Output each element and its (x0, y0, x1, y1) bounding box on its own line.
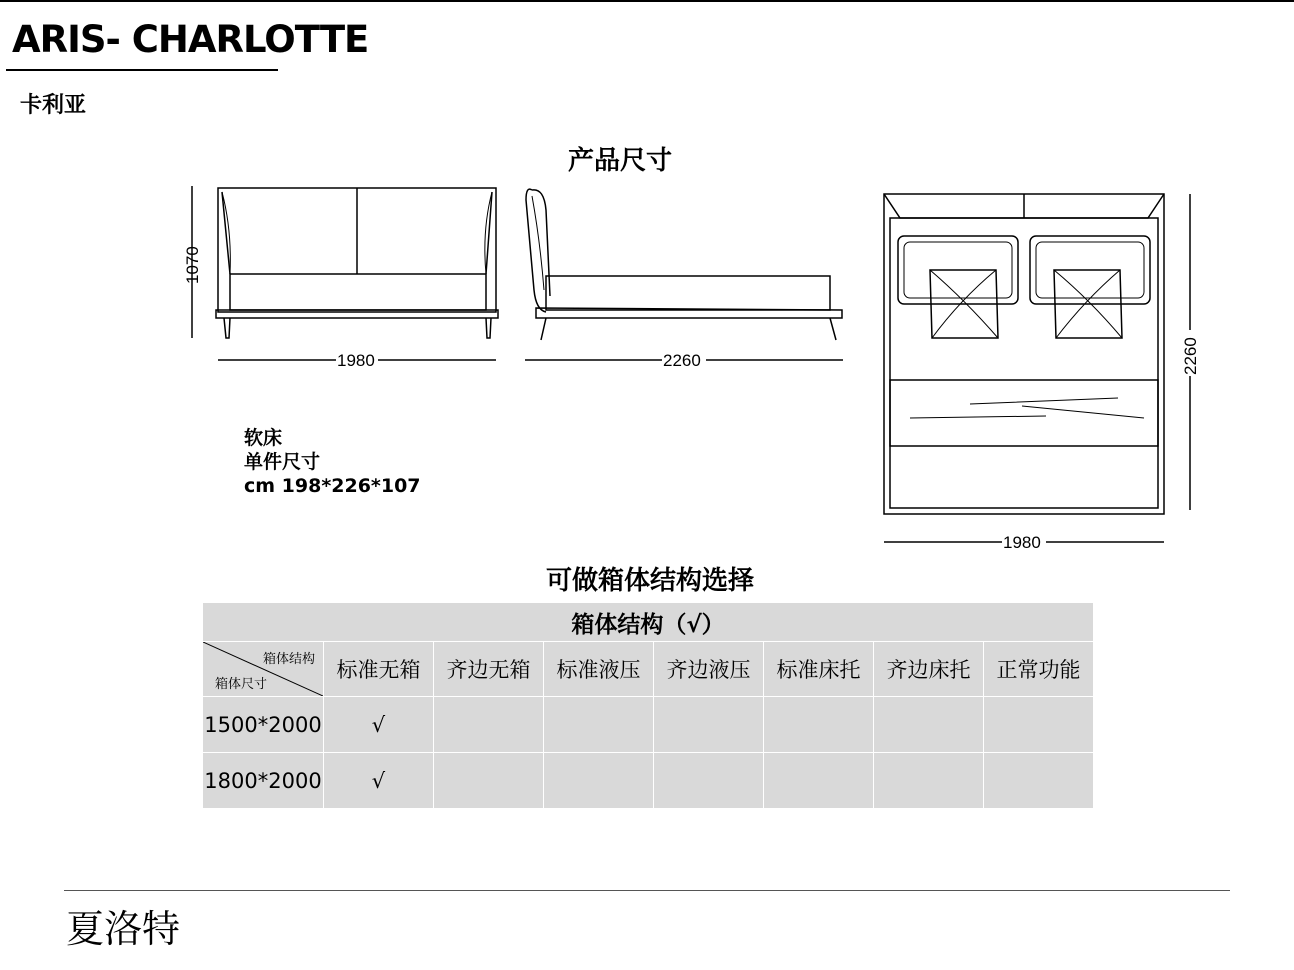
table-row (203, 753, 1094, 809)
spec-type: 软床 (244, 427, 283, 449)
spec-dimensions: cm 198*226*107 (244, 475, 421, 497)
options-table-header: 箱体结构（√） (203, 603, 1094, 642)
table-cell (874, 753, 984, 809)
table-cell: √ (324, 697, 434, 753)
top-view-drawing (884, 194, 1190, 542)
column-header: 标准无箱 (324, 642, 434, 697)
table-cell (434, 753, 544, 809)
side-length-label: 2260 (663, 351, 701, 370)
front-view-drawing (192, 186, 498, 360)
product-subtitle: 卡利亚 (20, 93, 87, 118)
table-cell: √ (324, 753, 434, 809)
spec-block (244, 426, 421, 498)
table-cell (984, 697, 1094, 753)
column-header: 齐边无箱 (434, 642, 544, 697)
row-size-cell: 1800*2000 (203, 753, 324, 809)
front-height-label: 1070 (183, 246, 202, 284)
row-size-cell: 1500*2000 (203, 697, 324, 753)
column-header: 齐边床托 (874, 642, 984, 697)
options-section-title: 可做箱体结构选择 (545, 566, 754, 596)
table-cell (874, 697, 984, 753)
diag-top-label: 箱体结构 (262, 652, 315, 667)
side-view-drawing (525, 189, 843, 360)
table-cell (544, 753, 654, 809)
table-cell (434, 697, 544, 753)
front-width-label: 1980 (337, 351, 375, 370)
options-table (202, 602, 1094, 809)
table-cell (544, 697, 654, 753)
column-header: 齐边液压 (654, 642, 764, 697)
top-length-label: 2260 (1181, 337, 1200, 375)
spec-label: 单件尺寸 (244, 451, 321, 473)
options-header-row (203, 642, 1094, 697)
footer-title: 夏洛特 (66, 907, 181, 951)
footer-rule (64, 890, 1230, 891)
table-cell (764, 697, 874, 753)
brand-title: ARIS- CHARLOTTE (12, 18, 369, 61)
column-header: 标准床托 (764, 642, 874, 697)
table-cell (984, 753, 1094, 809)
column-header: 标准液压 (544, 642, 654, 697)
table-row (203, 697, 1094, 753)
table-cell (654, 753, 764, 809)
table-cell (654, 697, 764, 753)
column-header: 正常功能 (984, 642, 1094, 697)
top-width-label: 1980 (1003, 533, 1041, 552)
size-section-title: 产品尺寸 (567, 146, 672, 176)
diagonal-header-cell (203, 642, 324, 697)
table-cell (764, 753, 874, 809)
diag-bottom-label: 箱体尺寸 (215, 677, 268, 692)
